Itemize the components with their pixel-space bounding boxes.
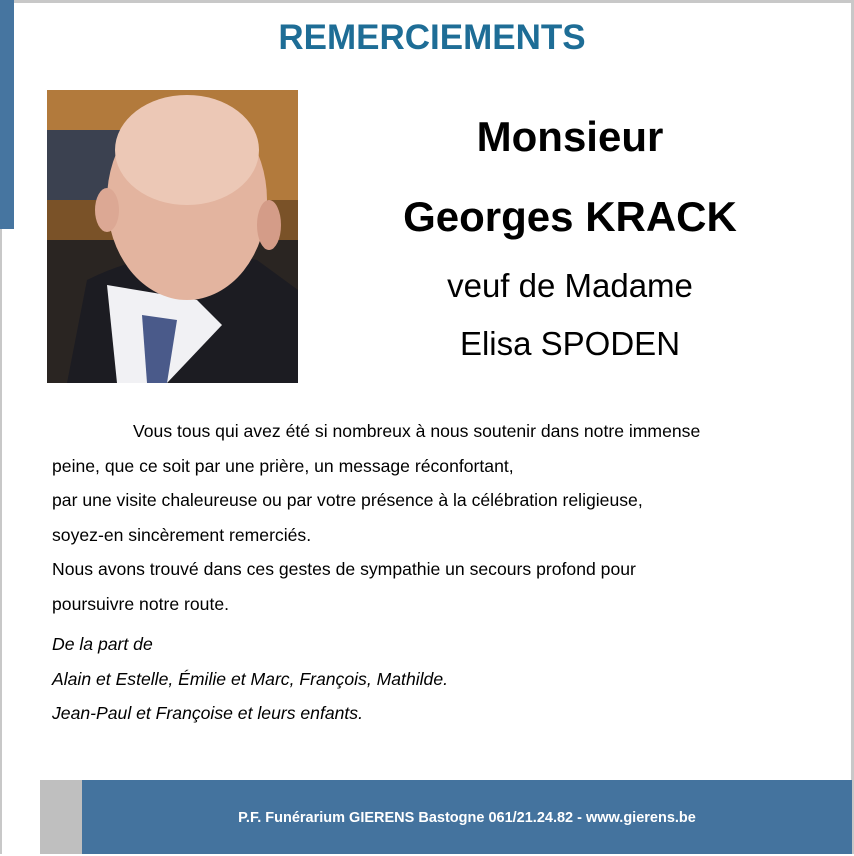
top-border	[0, 0, 854, 3]
message-line: Vous tous qui avez été si nombreux à nous soutenir dans notre immense	[133, 421, 701, 441]
footer-text: P.F. Funérarium GIERENS Bastogne 061/21.24.82 - www.gierens.be	[238, 810, 696, 826]
deceased-name: Georges KRACK	[403, 193, 737, 240]
portrait-photo	[47, 90, 298, 383]
signature	[52, 627, 448, 731]
signature-line: Alain et Estelle, Émilie et Marc, François, Mathilde.	[52, 668, 449, 689]
message-line: par une visite chaleureuse ou par votre présence à la célébration religieuse,	[52, 490, 643, 510]
footer-bar	[82, 780, 852, 854]
message-line: peine, que ce soit par une prière, un message réconfortant,	[52, 455, 514, 476]
page-title: REMERCIEMENTS	[278, 18, 586, 57]
thanks-message	[52, 414, 700, 621]
message-line: Nous avons trouvé dans ces gestes de sympathie un secours profond pour	[52, 559, 636, 579]
message-line: poursuivre notre route.	[52, 593, 230, 614]
title-monsieur: Monsieur	[476, 113, 664, 160]
signature-line: De la part de	[52, 634, 153, 654]
message-line: soyez-en sincèrement remerciés.	[52, 524, 312, 545]
spouse-name: Elisa SPODEN	[459, 325, 681, 362]
footer-gray-block	[40, 780, 82, 854]
signature-line: Jean-Paul et Françoise et leurs enfants.	[52, 703, 363, 723]
widower-of: veuf de Madame	[447, 267, 693, 304]
